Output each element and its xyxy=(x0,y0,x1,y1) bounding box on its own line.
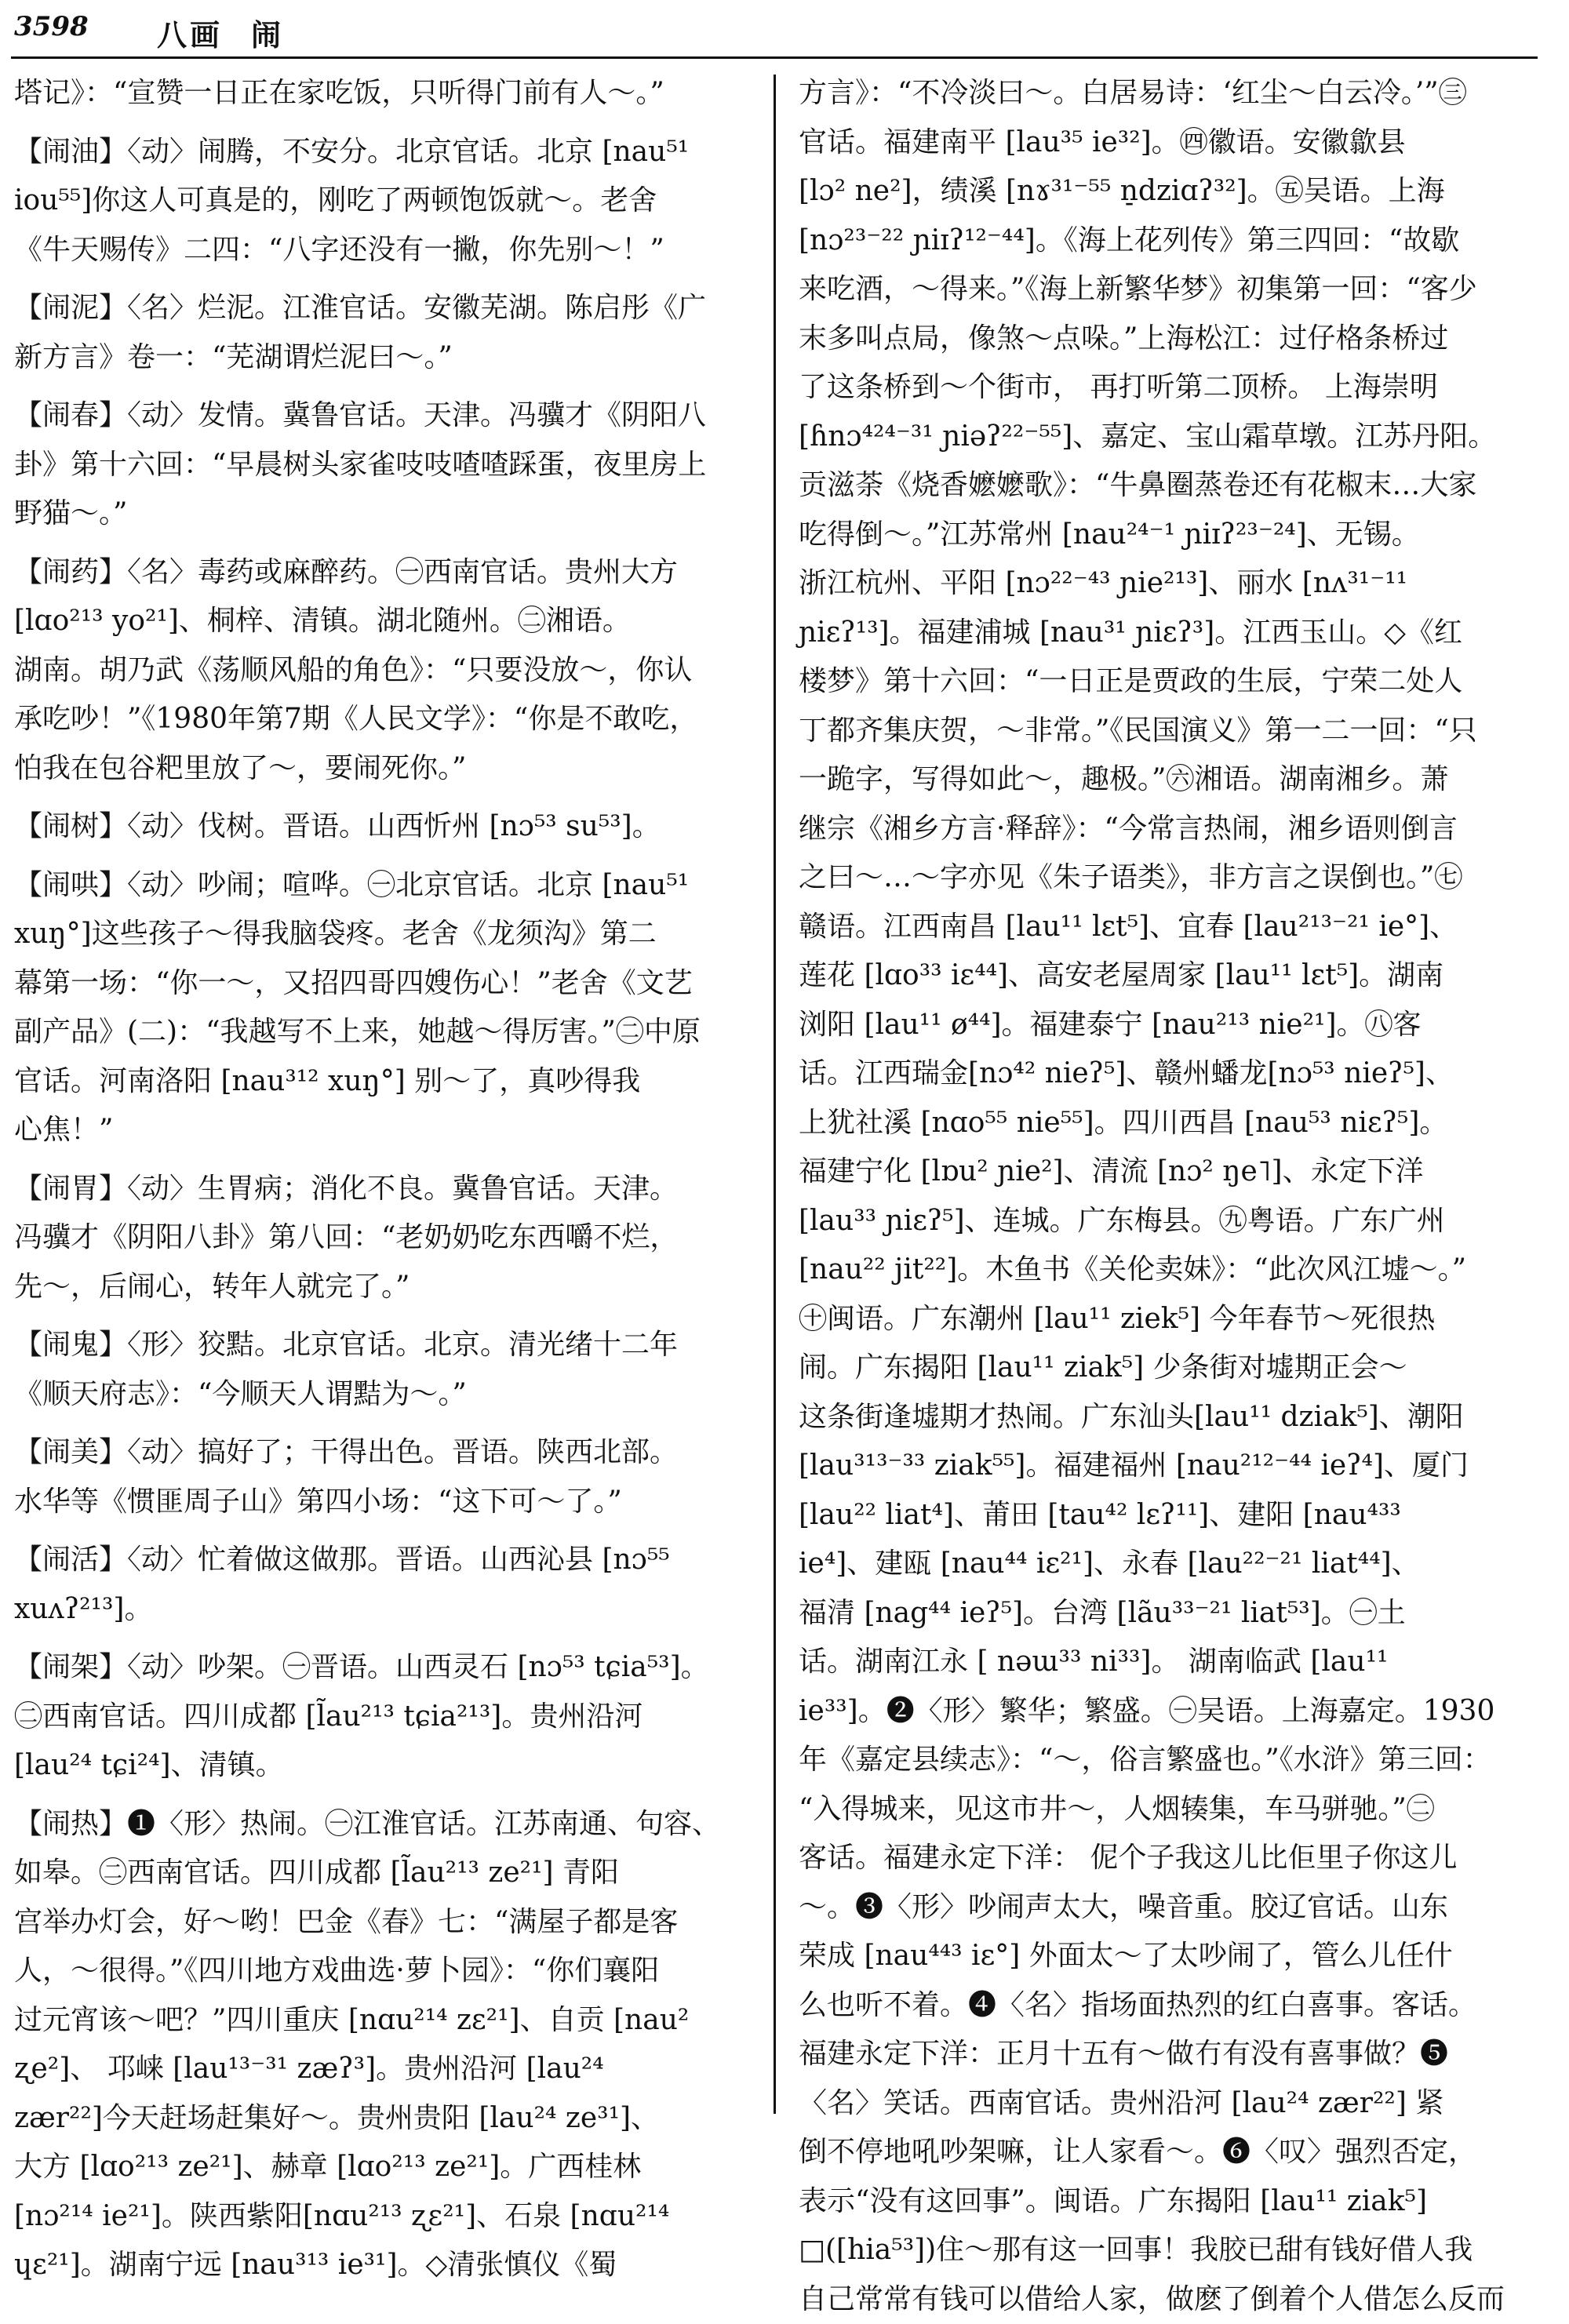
entry-text-line: 冯骥才《阴阳八卦》第八回：“老奶奶吃东西嚼不烂， xyxy=(14,1213,750,1263)
entry-text-line: 【闹鬼】〈形〉狡黠。北京官话。北京。清光绪十二年 xyxy=(14,1321,750,1370)
entry-text-line: [lau³³ ɲiɛʔ⁵]、连城。广东梅县。㊈粤语。广东广州 xyxy=(799,1197,1553,1246)
dictionary-entry xyxy=(14,284,750,382)
entry-text-line: ie³³]。❷〈形〉繁华；繁盛。㊀吴语。上海嘉定。1930 xyxy=(799,1687,1553,1737)
entry-text-line: “入得城来，见这市井～，人烟辏集，车马骈驰。”㊁ xyxy=(799,1785,1553,1835)
entry-continuation xyxy=(799,69,1553,2324)
entry-text-line: [lɑo²¹³ yo²¹]、桐梓、清镇。湖北随州。㊁湘语。 xyxy=(14,597,750,646)
entry-text-line: □([hia⁵³])住～那有这一回事！我胶已甜有钱好借人我 xyxy=(799,2226,1553,2275)
entry-text-line: 湖南。胡乃武《荡顺风船的角色》：“只要没放～，你认 xyxy=(14,646,750,696)
entry-text-line: 表示“没有这回事”。闽语。广东揭阳 [lau¹¹ ziak⁵] xyxy=(799,2177,1553,2227)
entry-text-line: 福建宁化 [lɒu² ɲie²]、清流 [nɔ² ŋe˥]、永定下洋 xyxy=(799,1147,1553,1197)
entry-text-line: 赣语。江西南昌 [lau¹¹ lɛt⁵]、宜春 [lau²¹³⁻²¹ ie°]、 xyxy=(799,903,1553,952)
entry-text-line: 【闹哄】〈动〉吵闹；喧哗。㊀北京官话。北京 [nau⁵¹ xyxy=(14,861,750,911)
dictionary-entry xyxy=(14,548,750,794)
entry-text-line: [ɦnɔ⁴²⁴⁻³¹ ɲiəʔ²²⁻⁵⁵]、嘉定、宝山霜草墩。江苏丹阳。 xyxy=(799,413,1553,462)
entry-text-line: 水华等《惯匪周子山》第四小场：“这下可～了。” xyxy=(14,1478,750,1527)
entry-text-line: [nau²² jit²²]。木鱼书《关伦卖妹》：“此次风江墟～。” xyxy=(799,1246,1553,1295)
entry-text-line: 〈名〉笑话。西南官话。贵州沿河 [lau²⁴ zær²²] 紧 xyxy=(799,2079,1553,2129)
dictionary-entry xyxy=(14,1800,750,2290)
dictionary-entry xyxy=(14,802,750,852)
entry-text-line: 话。江西瑞金[nɔ⁴² nieʔ⁵]、赣州蟠龙[nɔ⁵³ nieʔ⁵]、 xyxy=(799,1049,1553,1099)
entry-text-line: 《牛天赐传》二四：“八字还没有一撇，你先别～！” xyxy=(14,226,750,275)
dictionary-entry xyxy=(14,1321,750,1419)
entry-text-line: 一跪字，写得如此～，趣极。”㊅湘语。湖南湘乡。萧 xyxy=(799,755,1553,805)
entry-text-line: 这条街逢墟期才热闹。广东汕头[lau¹¹ dziak⁵]、潮阳 xyxy=(799,1393,1553,1442)
entry-text-line: ɥɛ²¹]。湖南宁远 [nau³¹³ ie³¹]。◇清张慎仪《蜀 xyxy=(14,2241,750,2290)
dictionary-entry xyxy=(14,1165,750,1312)
entry-text-line: xuŋ°]这些孩子～得我脑袋疼。老舍《龙须沟》第二 xyxy=(14,910,750,959)
entry-text-line: 【闹春】〈动〉发情。冀鲁官话。天津。冯骥才《阴阳八 xyxy=(14,391,750,441)
entry-text-line: 么也听不着。❹〈名〉指场面热烈的红白喜事。客话。 xyxy=(799,1981,1553,2031)
entry-text-line: 【闹油】〈动〉闹腾，不安分。北京官话。北京 [nau⁵¹ xyxy=(14,128,750,177)
entry-text-line: 官话。福建南平 [lau³⁵ ie³²]。㊃徽语。安徽歙县 xyxy=(799,118,1553,168)
right-column xyxy=(799,69,1553,2110)
entry-text-line: 【闹树】〈动〉伐树。晋语。山西忻州 [nɔ⁵³ su⁵³]。 xyxy=(14,802,750,852)
entry-text-line: 新方言》卷一：“芜湖谓烂泥曰～。” xyxy=(14,333,750,383)
entry-text-line: 【闹胃】〈动〉生胃病；消化不良。冀鲁官话。天津。 xyxy=(14,1165,750,1214)
entry-text-line: 【闹活】〈动〉忙着做这做那。晋语。山西沁县 [nɔ⁵⁵ xyxy=(14,1536,750,1585)
entry-text-line: 大方 [lɑo²¹³ ze²¹]、赫章 [lɑo²¹³ ze²¹]。广西桂林 xyxy=(14,2143,750,2192)
entry-text-line: 【闹架】〈动〉吵架。㊀晋语。山西灵石 [nɔ⁵³ tɕia⁵³]。 xyxy=(14,1643,750,1693)
entry-text-line: 方言》：“不冷淡曰～。白居易诗：‘红尘～白云冷。’”㊂ xyxy=(799,69,1553,118)
entry-text-line: 塔记》：“宣赞一日正在家吃饭，只听得门前有人～。” xyxy=(14,69,750,118)
column-divider xyxy=(774,75,776,2114)
dictionary-entry xyxy=(14,1536,750,1634)
left-column xyxy=(14,69,750,2110)
entry-text-line: ʐe²]、 邛崃 [lau¹³⁻³¹ zæʔ³]。贵州沿河 [lau²⁴ xyxy=(14,2045,750,2094)
dictionary-entry xyxy=(14,861,750,1155)
entry-text-line: 先～，后闹心，转年人就完了。” xyxy=(14,1263,750,1312)
entry-continuation xyxy=(14,69,750,118)
entry-text-line: 【闹泥】〈名〉烂泥。江淮官话。安徽芜湖。陈启彤《广 xyxy=(14,284,750,333)
entry-text-line: 福清 [nag⁴⁴ ieʔ⁵]。台湾 [lãu³³⁻²¹ liat⁵³]。㊀土 xyxy=(799,1589,1553,1638)
entry-text-line: [nɔ²¹⁴ ie²¹]。陕西紫阳[nɑu²¹³ ʐɛ²¹]、石泉 [nɑu²¹⁴ xyxy=(14,2192,750,2242)
entry-text-line: 过元宵该～吧？”四川重庆 [nɑu²¹⁴ zɛ²¹]、自贡 [nau² xyxy=(14,1996,750,2046)
entry-text-line: ɲiɛʔ¹³]。福建浦城 [nau³¹ ɲiɛʔ³]。江西玉山。◇《红 xyxy=(799,609,1553,658)
entry-text-line: 闹。广东揭阳 [lau¹¹ ziak⁵] 少条街对墟期正会～ xyxy=(799,1344,1553,1393)
entry-text-line: 野猫～。” xyxy=(14,489,750,539)
entry-text-line: ie⁴]、建瓯 [nau⁴⁴ iɛ²¹]、永春 [lau²²⁻²¹ liat⁴⁴]、 xyxy=(799,1540,1553,1589)
page-number: 3598 xyxy=(14,11,89,42)
dictionary-entry xyxy=(14,391,750,539)
entry-text-line: iou⁵⁵]你这人可真是的，刚吃了两顿饱饭就～。老舍 xyxy=(14,176,750,226)
entry-text-line: ～。❸〈形〉吵闹声太大，噪音重。胶辽官话。山东 xyxy=(799,1883,1553,1933)
entry-text-line: 荣成 [nau⁴⁴³ iɛ°] 外面太～了太吵闹了，管么儿任什 xyxy=(799,1932,1553,1981)
entry-text-line: [lau³¹³⁻³³ ziak⁵⁵]。福建福州 [nau²¹²⁻⁴⁴ ieʔ⁴]、厦门 xyxy=(799,1442,1553,1491)
entry-text-line: 【闹美】〈动〉搞好了；干得出色。晋语。陕西北部。 xyxy=(14,1428,750,1478)
entry-text-line: [lau²⁴ tɕi²⁴]、清镇。 xyxy=(14,1741,750,1791)
header-rule xyxy=(11,56,1538,59)
entry-text-line: 丁都齐集庆贺，～非常。”《民国演义》第一二一回：“只 xyxy=(799,707,1553,756)
dictionary-entry xyxy=(14,128,750,275)
entry-text-line: xuʌʔ²¹³]。 xyxy=(14,1585,750,1635)
entry-text-line: 福建永定下洋：正月十五有～做冇有没有喜事做？❺ xyxy=(799,2030,1553,2079)
entry-text-line: [nɔ²³⁻²² ɲiɪʔ¹²⁻⁴⁴]。《海上花列传》第三四回：“故歇 xyxy=(799,216,1553,266)
entry-text-line: 吃得倒～。”江苏常州 [nau²⁴⁻¹ ɲiɪʔ²³⁻²⁴]、无锡。 xyxy=(799,511,1553,560)
entry-text-line: 承吃吵！”《1980年第7期《人民文学》：“你是不敢吃， xyxy=(14,695,750,744)
entry-text-line: 幕第一场：“你一～，又招四哥四嫂伤心！”老舍《文艺 xyxy=(14,959,750,1009)
entry-text-line: 【闹热】❶〈形〉热闹。㊀江淮官话。江苏南通、句容、 xyxy=(14,1800,750,1849)
entry-text-line: [lɔ² ne²]，绩溪 [nɤ³¹⁻⁵⁵ n̠dziɑʔ³²]。㊄吴语。上海 xyxy=(799,167,1553,216)
entry-text-line: 浏阳 [lau¹¹ ø⁴⁴]。福建泰宁 [nau²¹³ nie²¹]。㊇客 xyxy=(799,1001,1553,1050)
entry-text-line: 继宗《湘乡方言·释辞》：“今常言热闹，湘乡语则倒言 xyxy=(799,805,1553,854)
entry-text-line: [lau²² liat⁴]、莆田 [tau⁴² lɛʔ¹¹]、建阳 [nau⁴³³ xyxy=(799,1491,1553,1540)
dictionary-entry xyxy=(14,1643,750,1791)
entry-text-line: 官话。河南洛阳 [nau³¹² xuŋ°] 别～了，真吵得我 xyxy=(14,1057,750,1107)
entry-text-line: 年《嘉定县续志》：“～，俗言繁盛也。”《水浒》第三回： xyxy=(799,1736,1553,1785)
entry-text-line: 之曰～…～字亦见《朱子语类》，非方言之误倒也。”㊆ xyxy=(799,853,1553,903)
entry-text-line: 客话。福建永定下洋： 伲个子我这儿比佢里子你这儿 xyxy=(799,1834,1553,1883)
entry-text-line: ㊉闽语。广东潮州 [lau¹¹ ziek⁵] 今年春节～死很热 xyxy=(799,1295,1553,1344)
entry-text-line: 自己常常有钱可以借给人家，做麽了倒着个人借怎么反而 xyxy=(799,2275,1553,2324)
entry-text-line: 了这条桥到～个街市， 再打听第二顶桥。 上海崇明 xyxy=(799,363,1553,413)
entry-text-line: 来吃酒，～得来。”《海上新繁华梦》初集第一回：“客少 xyxy=(799,265,1553,315)
entry-text-line: 怕我在包谷粑里放了～，要闹死你。” xyxy=(14,744,750,794)
index-character: 闹 xyxy=(251,11,281,54)
entry-text-line: 【闹药】〈名〉毒药或麻醉药。㊀西南官话。贵州大方 xyxy=(14,548,750,598)
entry-text-line: ㊁西南官话。四川成都 [l̃au²¹³ tɕia²¹³]。贵州沿河 xyxy=(14,1693,750,1742)
entry-text-line: 浙江杭州、平阳 [nɔ²²⁻⁴³ ɲie²¹³]、丽水 [nʌ³¹⁻¹¹ xyxy=(799,559,1553,609)
entry-text-line: 副产品》(二)：“我越写不上来，她越～得厉害。”㊁中原 xyxy=(14,1008,750,1057)
stroke-section-label: 八画 xyxy=(157,11,223,54)
page-header xyxy=(0,0,1569,64)
dictionary-entry xyxy=(14,1428,750,1526)
entry-text-line: 卦》第十六回：“早晨树头家雀吱吱喳喳踩蛋，夜里房上 xyxy=(14,441,750,490)
entry-text-line: 如皋。㊁西南官话。四川成都 [l̃au²¹³ ze²¹] 青阳 xyxy=(14,1849,750,1898)
entry-text-line: 《顺天府志》：“今顺天人谓黠为～。” xyxy=(14,1370,750,1420)
entry-text-line: 倒不停地吼吵架嘛，让人家看～。❻〈叹〉强烈否定， xyxy=(799,2128,1553,2177)
entry-text-line: zær²²]今天赶场赶集好～。贵州贵阳 [lau²⁴ ze³¹]、 xyxy=(14,2094,750,2144)
entry-text-line: 人，～很得。”《四川地方戏曲选·萝卜园》：“你们襄阳 xyxy=(14,1947,750,1996)
entry-text-line: 楼梦》第十六回：“一日正是贾政的生辰，宁荣二处人 xyxy=(799,657,1553,707)
entry-text-line: 末多叫点局，像煞～点哚。”上海松江：过仔格条桥过 xyxy=(799,315,1553,364)
entry-text-line: 莲花 [lɑo³³ iɛ⁴⁴]、高安老屋周家 [lau¹¹ lɛt⁵]。湖南 xyxy=(799,951,1553,1001)
entry-text-line: 心焦！” xyxy=(14,1106,750,1155)
entry-text-line: 贡滋荼《烧香嬷嬷歌》：“牛鼻圈蒸卷还有花椒末…大家 xyxy=(799,461,1553,511)
entry-text-line: 上犹社溪 [nɑo⁵⁵ nie⁵⁵]。四川西昌 [nau⁵³ niɛʔ⁵]。 xyxy=(799,1099,1553,1148)
entry-text-line: 话。湖南江永 [ nəɯ³³ ni³³]。 湖南临武 [lau¹¹ xyxy=(799,1638,1553,1687)
entry-text-line: 宫举办灯会，好～哟！巴金《春》七：“满屋子都是客 xyxy=(14,1898,750,1948)
